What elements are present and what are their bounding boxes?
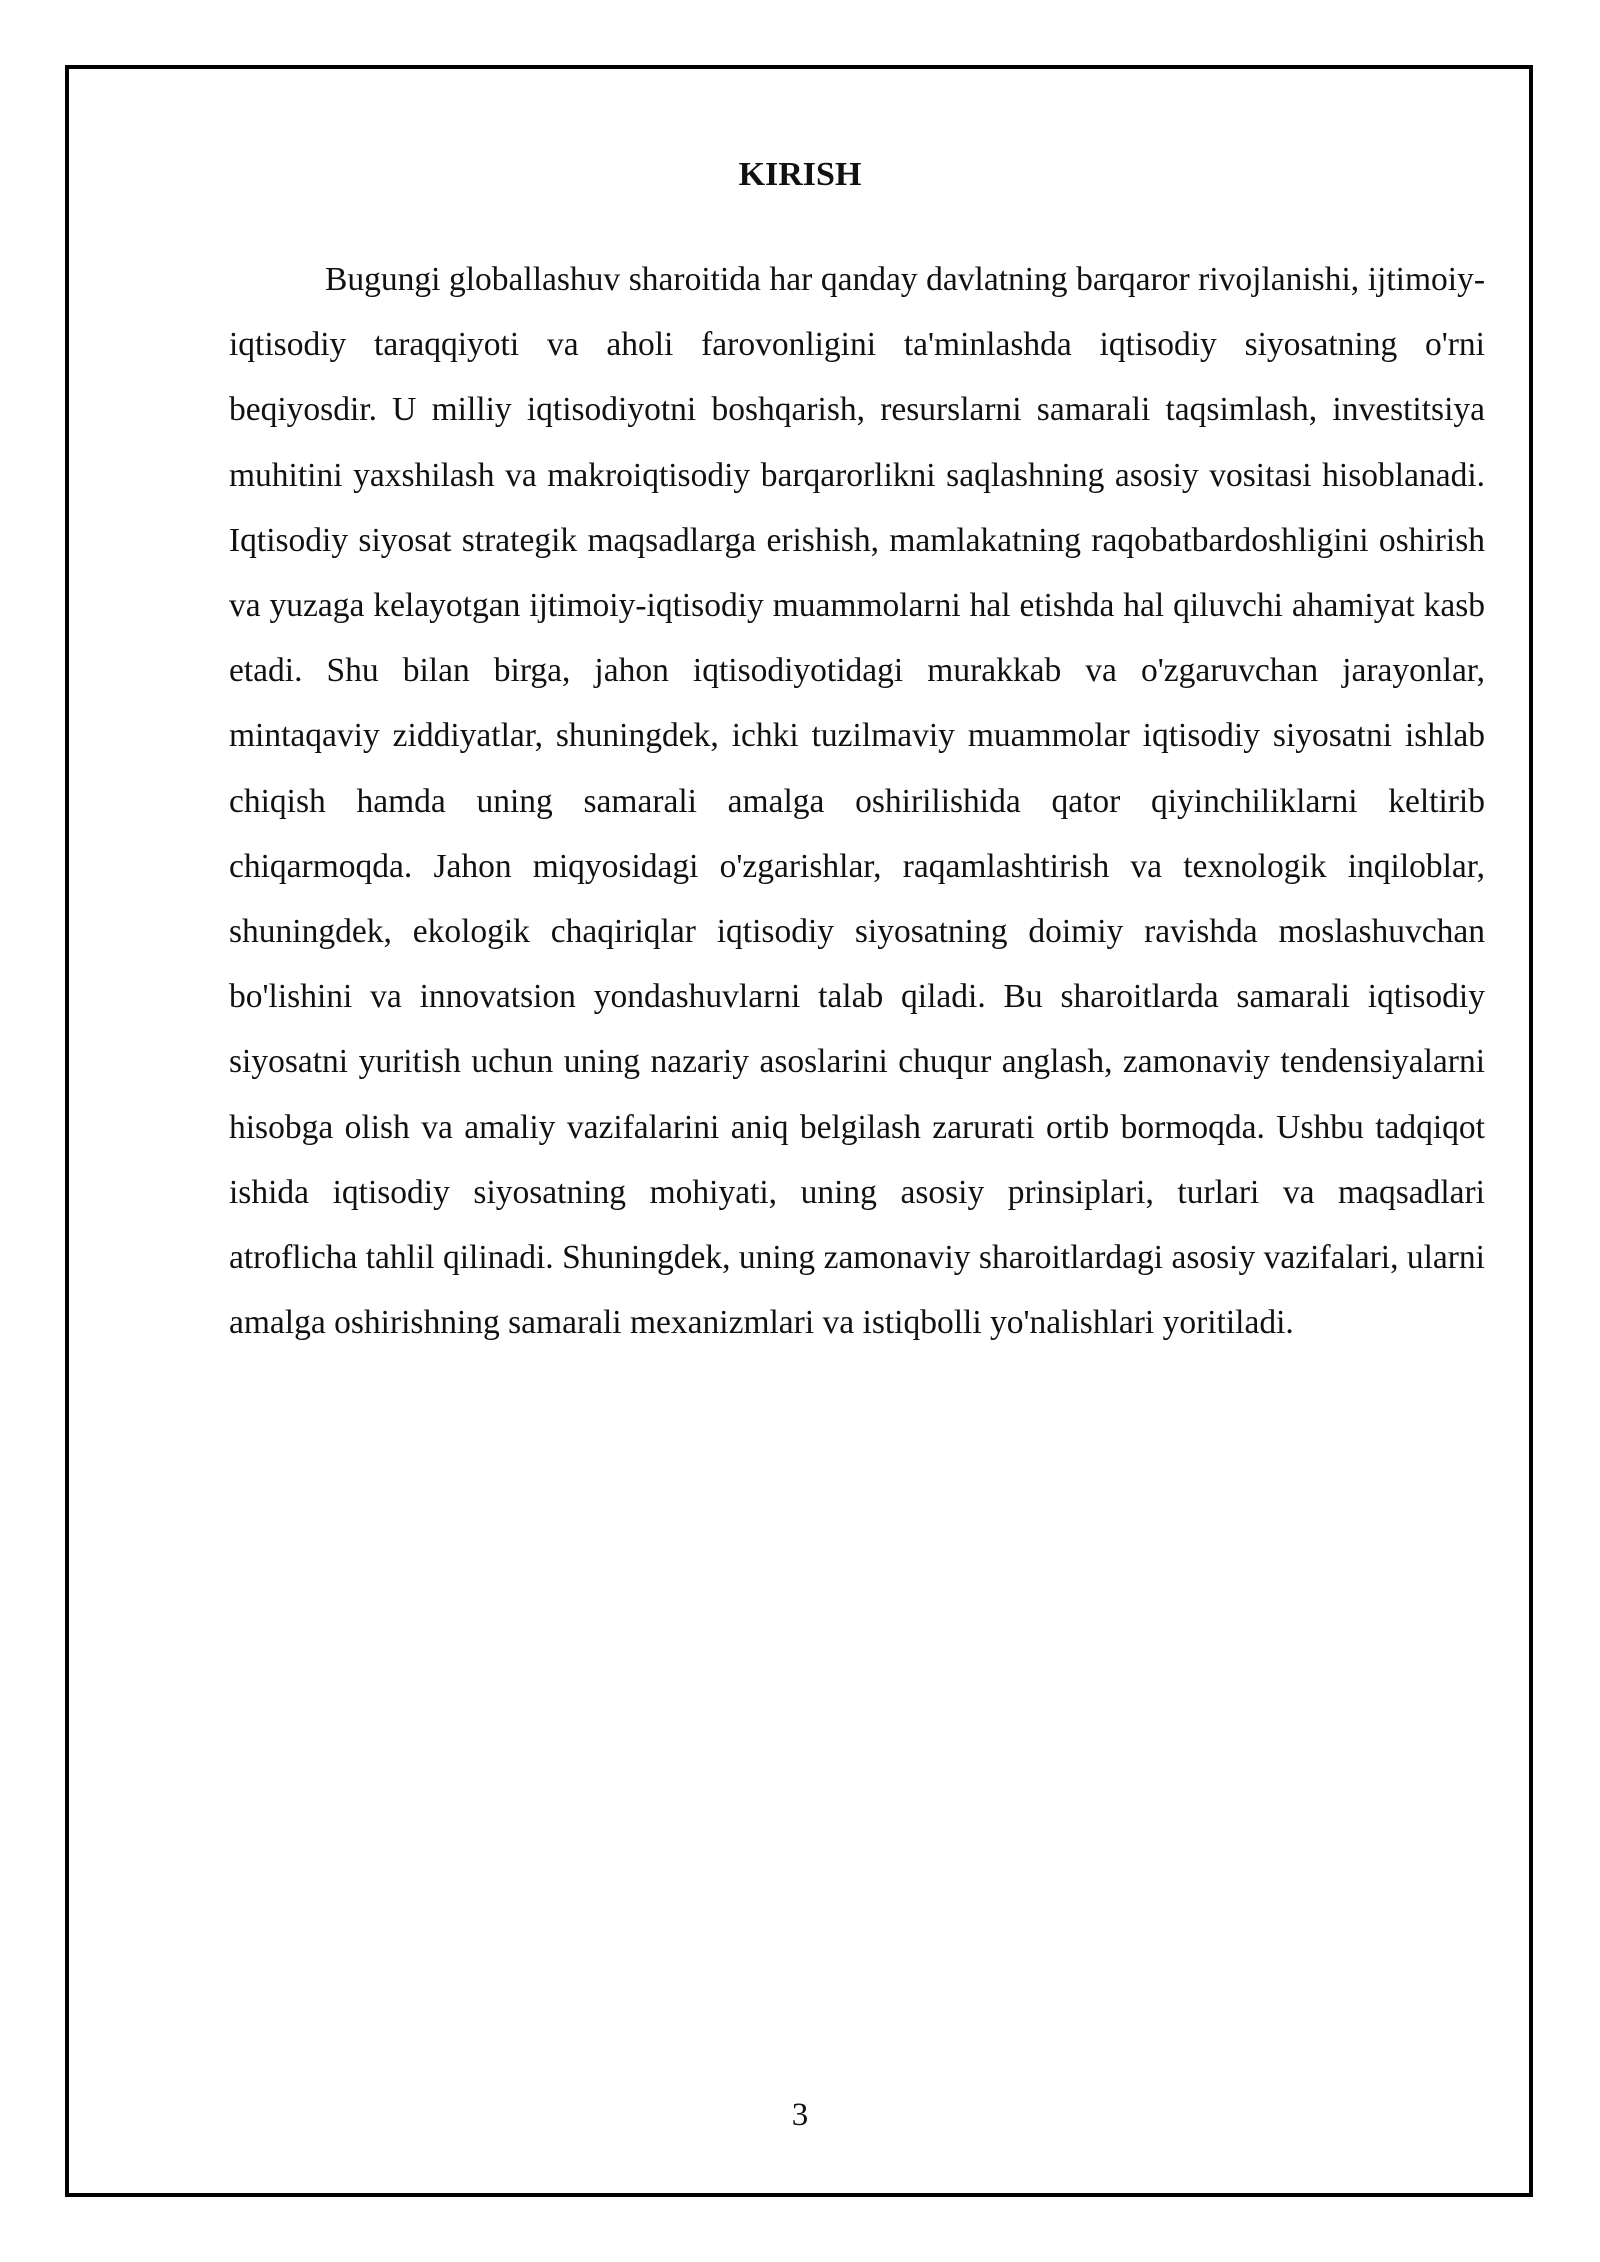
- page-number: 3: [791, 2097, 809, 2133]
- body-paragraph: Bugungi globallashuv sharoitida har qanday davlatning barqaror rivojlanishi, ijtimoiy-iqtisodiy taraqqiyoti va aholi farovonligini ta'minlashda iqtisodiy siyosatning o'rni beqiyosdir. U milliy iqtisodiyotni boshqarish, resurslarni samarali taqsimlash, investitsiya muhitini yaxshilash va makroiqtisodiy barqarorlikni saqlashning asosiy vositasi hisoblanadi. Iqtisodiy siyosat strategik maqsadlarga erishish, mamlakatning raqobatbardoshligini oshirish va yuzaga kelayotgan ijtimoiy-iqtisodiy muammolarni hal etishda hal qiluvchi ahamiyat kasb etadi. Shu bilan birga, jahon iqtisodiyotidagi murakkab va o'zgaruvchan jarayonlar, mintaqaviy ziddiyatlar, shuningdek, ichki tuzilmaviy muammolar iqtisodiy siyosatni ishlab chiqish hamda uning samarali amalga oshirilishida qator qiyinchiliklarni keltirib chiqarmoqda. Jahon miqyosidagi o'zgarishlar, raqamlashtirish va texnologik inqiloblar, shuningdek, ekologik chaqiriqlar iqtisodiy siyosatning doimiy ravishda moslashuvchan bo'lishini va innovatsion yondashuvlarni talab qiladi. Bu sharoitlarda samarali iqtisodiy siyosatni yuritish uchun uning nazariy asoslarini chuqur anglash, zamonaviy tendensiyalarni hisobga olish va amaliy vazifalarini aniq belgilash zarurati ortib bormoqda. Ushbu tadqiqot ishida iqtisodiy siyosatning mohiyati, uning asosiy prinsiplari, turlari va maqsadlari atroflicha tahlil qilinadi. Shuningdek, uning zamonaviy sharoitlardagi asosiy vazifalari, ularni amalga oshirishning samarali mexanizmlari va istiqbolli yo'nalishlari yoritiladi.: [229, 261, 1485, 1342]
- section-heading: KIRISH: [738, 156, 862, 193]
